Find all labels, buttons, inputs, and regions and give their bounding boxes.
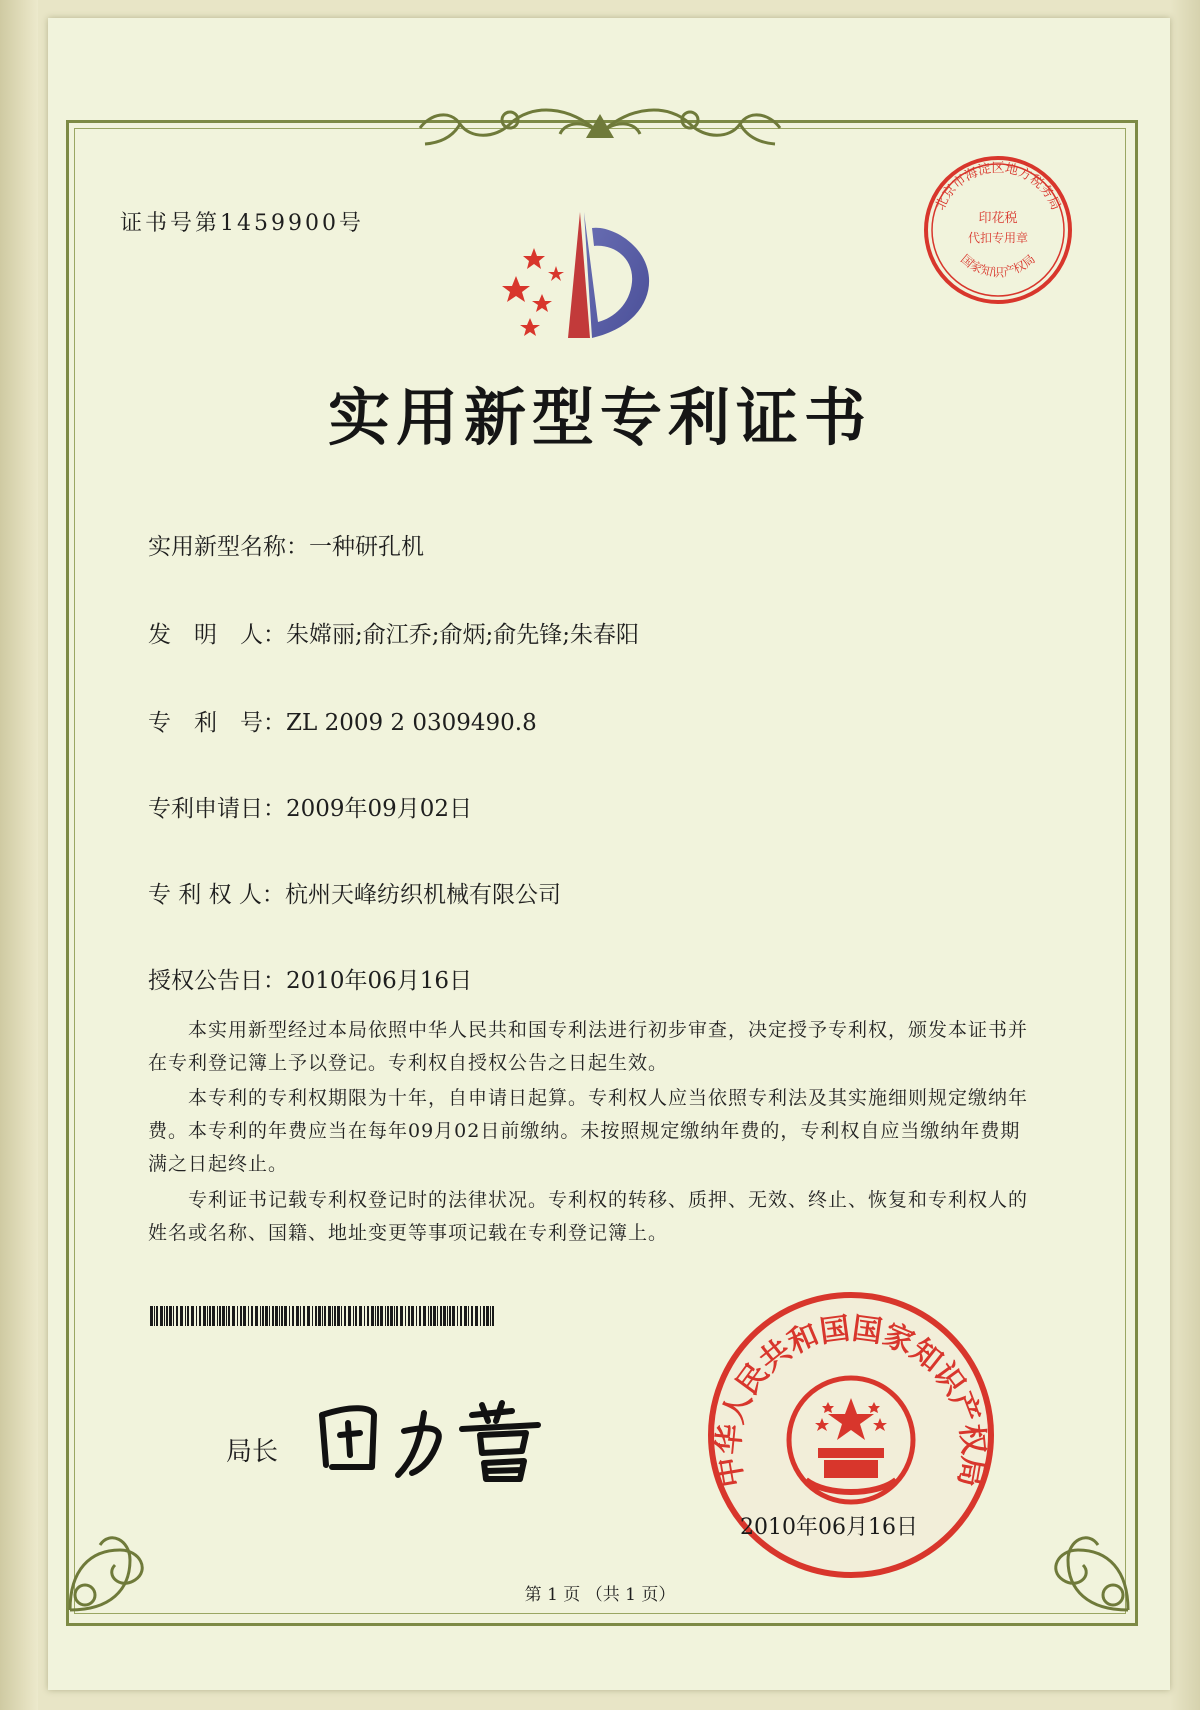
director-label: 局长 — [226, 1437, 279, 1467]
body-paragraph: 本实用新型经过本局依照中华人民共和国专利法进行初步审查，决定授予专利权，颁发本证书并在专利登记簿上予以登记。专利权自授权公告之日起生效。 — [148, 1019, 1029, 1074]
certificate-title: 实用新型专利证书 — [327, 381, 872, 454]
tax-seal-bottom-text: 国家知识产权局 — [958, 251, 1038, 280]
patent-office-logo-icon — [494, 206, 680, 346]
field-application-date — [148, 790, 472, 823]
field-patentee — [148, 876, 561, 909]
field-model-name — [148, 528, 424, 561]
seal-date: 2010年06月16日 — [740, 1515, 918, 1540]
body-paragraph: 本专利的专利权期限为十年，自申请日起算。专利权人应当依照专利法及其实施细则规定缴纳年费。本专利的年费应当在每年09月02日前缴纳。未按照规定缴纳年费的，专利权自应当缴纳年费期满之日起终止。 — [148, 1087, 1029, 1175]
field-value: ZL 2009 2 0309490.8 — [286, 710, 537, 736]
tax-seal-line2: 代扣专用章 — [967, 231, 1029, 245]
field-value: 一种研孔机 — [309, 534, 424, 560]
field-label: 专利申请日： — [148, 796, 286, 822]
field-grant-date — [148, 962, 472, 995]
tax-stamp-seal — [920, 152, 1076, 308]
director-signature — [312, 1385, 572, 1485]
field-value: 2009年09月02日 — [286, 796, 473, 822]
field-label: 发 明 人： — [148, 622, 286, 648]
field-label: 专 利 权 人： — [148, 882, 285, 908]
book-binding — [0, 0, 38, 1710]
field-inventors — [148, 616, 639, 649]
body-paragraph: 专利证书记载专利权登记时的法律状况。专利权的转移、质押、无效、终止、恢复和专利权人的姓名或名称、国籍、地址变更等事项记载在专利登记簿上。 — [148, 1189, 1029, 1244]
official-seal-text: 中华人民共和国国家知识产权局 — [711, 1311, 991, 1490]
field-value: 杭州天峰纺织机械有限公司 — [284, 882, 561, 908]
field-value: 2010年06月16日 — [286, 968, 473, 994]
svg-text:北京市海淀区地方税务局 — [933, 160, 1063, 212]
field-label: 专 利 号： — [148, 710, 286, 736]
field-value: 朱嫦丽;俞江乔;俞炳;俞先锋;朱春阳 — [286, 622, 639, 648]
field-patent-number — [148, 704, 537, 737]
certificate-number: 证书号第1459900号 — [120, 211, 364, 236]
top-ornament-icon — [400, 94, 800, 158]
field-label: 实用新型名称： — [148, 534, 309, 560]
tax-seal-outer-text: 北京市海淀区地方税务局 — [932, 161, 1064, 213]
page-edge — [1170, 0, 1200, 1710]
barcode — [150, 1306, 500, 1326]
page-footer: 第 1 页 （共 1 页） — [524, 1585, 676, 1605]
tax-seal-line1: 印花税 — [978, 211, 1018, 226]
field-label: 授权公告日： — [148, 968, 286, 994]
svg-text:国家知识产权局 — [958, 252, 1038, 279]
